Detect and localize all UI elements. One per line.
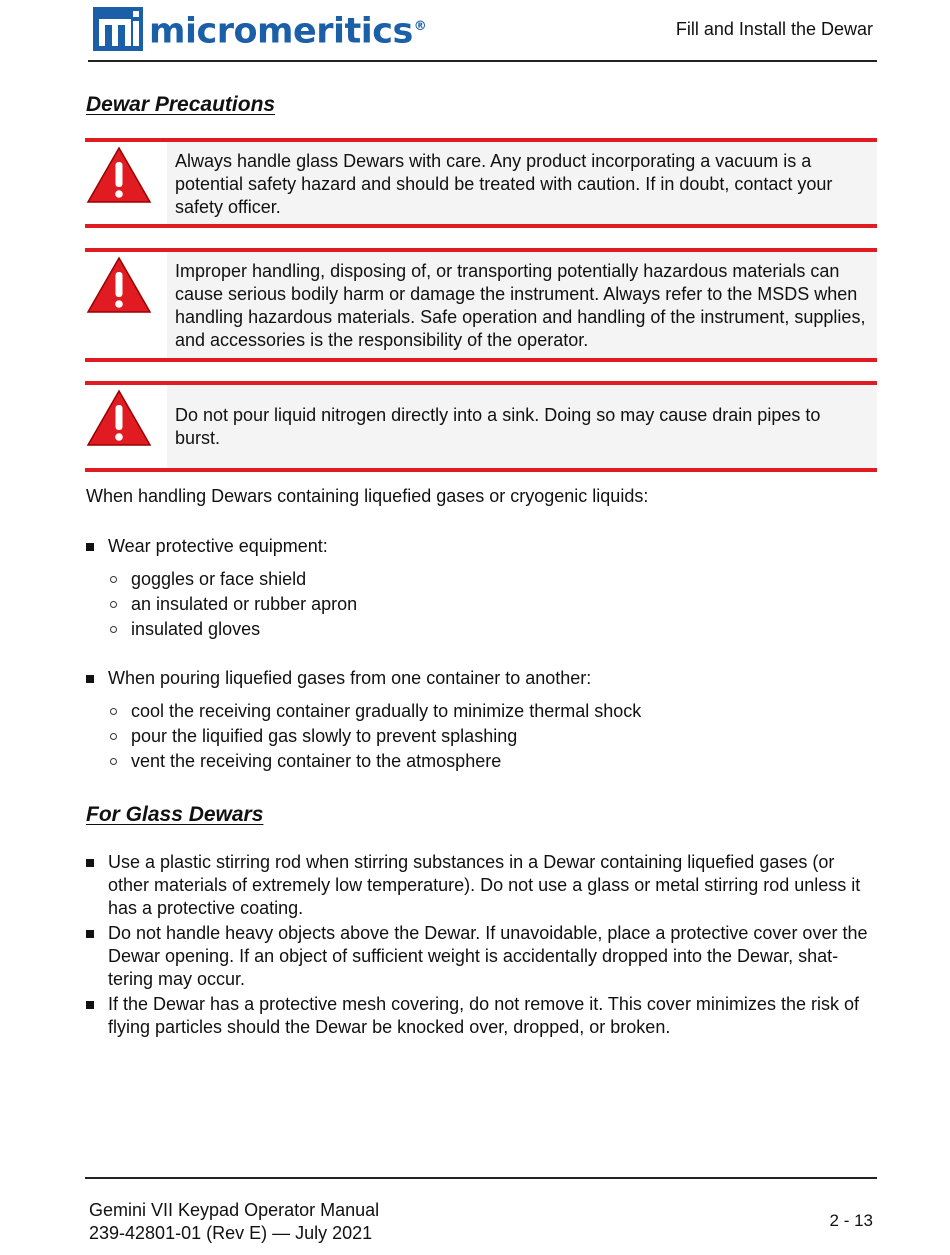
- list-item: If the Dewar has a protective mesh covering, do not remove it. This cover minimizes the risk of flying particles should the Dewar be knocked over, dropped, or broken.: [86, 993, 878, 1039]
- page-number: 2 - 13: [829, 1211, 873, 1230]
- circle-bullet-icon: [110, 601, 117, 608]
- list-item: When pouring liquefied gases from one container to another:: [86, 667, 878, 690]
- square-bullet-icon: [86, 675, 94, 683]
- chapter-title: Fill and Install the Dewar: [675, 19, 873, 39]
- square-bullet-icon: [86, 1001, 94, 1009]
- section-heading-glass-dewars: For Glass Dewars: [86, 803, 264, 826]
- warning-text: Improper handling, disposing of, or transporting potentially hazardous materials can cause serious bodily harm or damage the instrument. Always refer to the MSDS when handling hazardous materials. Safe operation and handling of the instrument, supplies, and accessories is the responsibility of the operator.: [175, 261, 866, 350]
- square-bullet-icon: [86, 930, 94, 938]
- warning-text: Always handle glass Dewars with care. Any product incorporating a vacuum is a potential safety hazard and should be treated with caution. If in doubt, contact your safety officer.: [175, 151, 833, 217]
- intro-paragraph: When handling Dewars containing liquefied gases or cryogenic liquids:: [86, 486, 649, 506]
- warning-triangle-icon: [86, 146, 152, 204]
- circle-bullet-icon: [110, 708, 117, 715]
- list-item: Wear protective equipment:: [86, 535, 878, 558]
- micromeritics-logo: [93, 6, 426, 52]
- manual-title: Gemini VII Keypad Operator Manual: [89, 1200, 380, 1220]
- page-footer: [85, 1177, 877, 1255]
- square-bullet-icon: [86, 543, 94, 551]
- logo-mark-icon: [93, 7, 143, 51]
- circle-bullet-icon: [110, 626, 117, 633]
- warning-box: [85, 381, 877, 472]
- warning-box: [85, 138, 877, 228]
- warning-text: Do not pour liquid nitrogen directly into a sink. Doing so may cause drain pipes to burst.: [175, 405, 821, 448]
- page-header: [88, 0, 877, 62]
- logo-wordmark: micromeritics®: [149, 11, 427, 52]
- warning-triangle-icon: [86, 256, 152, 314]
- list-item: Use a plastic stirring rod when stirring substances in a Dewar containing liquefied gases (or other materials of extremely low temperature). Do not use a glass or metal stirring rod unless it has a protective coating.: [86, 851, 878, 920]
- list-item: Do not handle heavy objects above the Dewar. If unavoidable, place a protective cover over the Dewar opening. If an object of sufficient weight is accidentally dropped into the Dewar, shat-tering may occur.: [86, 922, 878, 991]
- circle-bullet-icon: [110, 758, 117, 765]
- warning-box: [85, 248, 877, 362]
- circle-bullet-icon: [110, 576, 117, 583]
- square-bullet-icon: [86, 859, 94, 867]
- warning-triangle-icon: [86, 389, 152, 447]
- footer-manual-info: [89, 1199, 379, 1245]
- section-heading-dewar-precautions: Dewar Precautions: [86, 93, 276, 116]
- part-number: 239-42801-01 (Rev E) — July 2021: [89, 1223, 373, 1243]
- circle-bullet-icon: [110, 733, 117, 740]
